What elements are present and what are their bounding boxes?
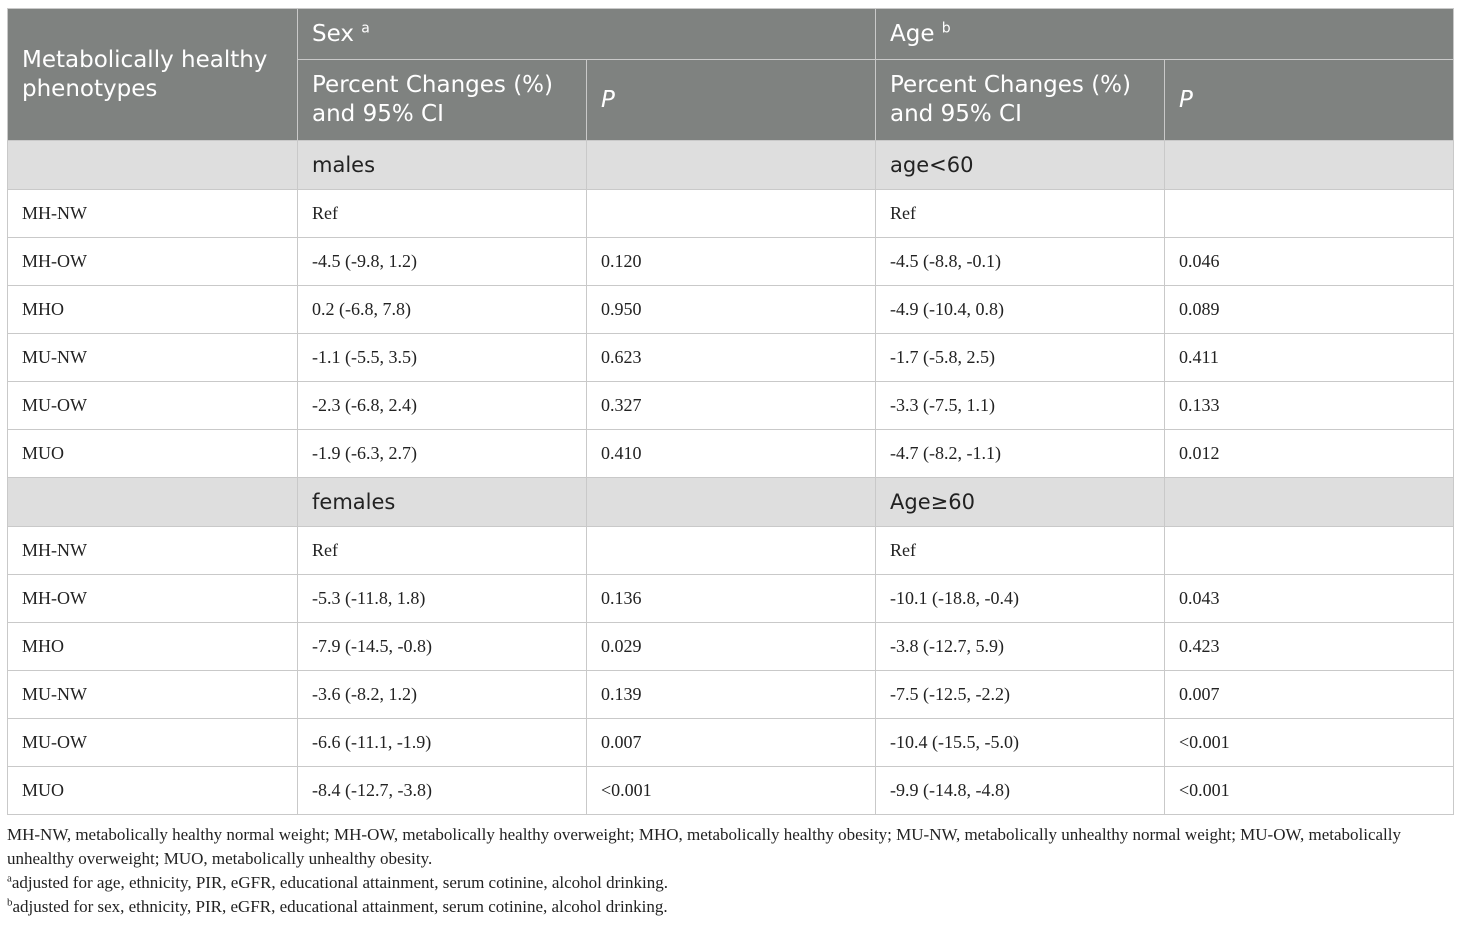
sex-percent-cell: -5.3 (-11.8, 1.8): [298, 575, 587, 623]
age-footnote-mark: b: [941, 19, 951, 36]
table-footnotes: [7, 823, 1453, 919]
group-blank-cell: [1165, 478, 1454, 527]
sex-p-header: P: [587, 60, 876, 141]
group-sex-label: males: [298, 141, 587, 190]
sex-p-cell: 0.950: [587, 286, 876, 334]
sex-percent-cell: -2.3 (-6.8, 2.4): [298, 382, 587, 430]
table-row: [8, 671, 1454, 719]
age-p-cell: [1165, 190, 1454, 238]
sex-percent-cell: -4.5 (-9.8, 1.2): [298, 238, 587, 286]
phenotype-cell: MHO: [8, 286, 298, 334]
group-blank-cell: [1165, 141, 1454, 190]
age-p-cell: [1165, 527, 1454, 575]
group-sex-label: females: [298, 478, 587, 527]
sex-percent-cell: -3.6 (-8.2, 1.2): [298, 671, 587, 719]
phenotype-cell: MH-OW: [8, 575, 298, 623]
group-blank-cell: [587, 478, 876, 527]
age-percent-cell: -7.5 (-12.5, -2.2): [876, 671, 1165, 719]
results-table: [7, 8, 1454, 815]
footnote-b: $^b$adjusted for sex, ethnicity, PIR, eGFR, educational attainment, serum cotinine, alcohol drinking.: [7, 896, 668, 916]
sex-p-cell: 0.410: [587, 430, 876, 478]
sex-percent-cell: -1.9 (-6.3, 2.7): [298, 430, 587, 478]
table-row: [8, 527, 1454, 575]
phenotype-cell: MU-NW: [8, 671, 298, 719]
age-percent-header: Percent Changes (%) and 95% CI: [876, 60, 1165, 141]
age-percent-cell: -9.9 (-14.8, -4.8): [876, 767, 1165, 815]
table-row: [8, 334, 1454, 382]
phenotype-cell: MH-NW: [8, 190, 298, 238]
footnote-a: $^a$adjusted for age, ethnicity, PIR, eGFR, educational attainment, serum cotinine, alcohol drinking.: [7, 872, 668, 892]
table-container: [7, 8, 1453, 919]
phenotype-cell: MU-NW: [8, 334, 298, 382]
sex-percent-cell: -7.9 (-14.5, -0.8): [298, 623, 587, 671]
age-percent-cell: -4.5 (-8.8, -0.1): [876, 238, 1165, 286]
sex-p-cell: [587, 190, 876, 238]
group-row: [8, 478, 1454, 527]
phenotype-cell: MHO: [8, 623, 298, 671]
sex-p-cell: [587, 527, 876, 575]
sex-header: Sex $^a$: [298, 9, 876, 60]
age-percent-cell: -10.4 (-15.5, -5.0): [876, 719, 1165, 767]
phenotype-cell: MU-OW: [8, 382, 298, 430]
abbreviations-note: MH-NW, metabolically healthy normal weight; MH-OW, metabolically healthy overweight; MHO, metabolically healthy obesity; MU-NW, metabolically unhealthy normal weight; MU-OW, metabolically unhealthy overweight; MUO, metabolically unhealthy obesity.: [7, 825, 1401, 868]
phenotype-cell: MH-OW: [8, 238, 298, 286]
table-header: [8, 9, 1454, 141]
age-percent-cell: -3.8 (-12.7, 5.9): [876, 623, 1165, 671]
age-percent-cell: Ref: [876, 190, 1165, 238]
sex-p-cell: 0.136: [587, 575, 876, 623]
phenotype-cell: MUO: [8, 767, 298, 815]
table-body: [8, 141, 1454, 815]
age-p-cell: 0.007: [1165, 671, 1454, 719]
table-row: [8, 382, 1454, 430]
group-blank-cell: [8, 141, 298, 190]
table-row: [8, 430, 1454, 478]
age-p-cell: 0.423: [1165, 623, 1454, 671]
table-row: [8, 238, 1454, 286]
phenotype-cell: MU-OW: [8, 719, 298, 767]
group-row: [8, 141, 1454, 190]
age-p-cell: <0.001: [1165, 719, 1454, 767]
table-row: [8, 575, 1454, 623]
sex-footnote-mark: a: [361, 19, 370, 36]
age-p-cell: 0.043: [1165, 575, 1454, 623]
sex-percent-header: Percent Changes (%) and 95% CI: [298, 60, 587, 141]
age-percent-cell: -10.1 (-18.8, -0.4): [876, 575, 1165, 623]
sex-percent-cell: Ref: [298, 527, 587, 575]
group-blank-cell: [8, 478, 298, 527]
sex-p-cell: <0.001: [587, 767, 876, 815]
table-row: [8, 767, 1454, 815]
age-p-cell: 0.133: [1165, 382, 1454, 430]
phenotype-header: Metabolically healthy phenotypes: [8, 9, 298, 141]
sex-percent-cell: -1.1 (-5.5, 3.5): [298, 334, 587, 382]
age-header: Age $^b$: [876, 9, 1454, 60]
sex-percent-cell: -8.4 (-12.7, -3.8): [298, 767, 587, 815]
age-percent-cell: -4.7 (-8.2, -1.1): [876, 430, 1165, 478]
phenotype-cell: MH-NW: [8, 527, 298, 575]
sex-percent-cell: -6.6 (-11.1, -1.9): [298, 719, 587, 767]
sex-percent-cell: 0.2 (-6.8, 7.8): [298, 286, 587, 334]
age-percent-cell: -3.3 (-7.5, 1.1): [876, 382, 1165, 430]
sex-p-cell: 0.327: [587, 382, 876, 430]
sex-p-cell: 0.029: [587, 623, 876, 671]
age-percent-cell: -1.7 (-5.8, 2.5): [876, 334, 1165, 382]
age-p-cell: 0.012: [1165, 430, 1454, 478]
sex-p-cell: 0.007: [587, 719, 876, 767]
sex-p-cell: 0.120: [587, 238, 876, 286]
sex-p-cell: 0.623: [587, 334, 876, 382]
table-row: [8, 190, 1454, 238]
age-percent-cell: Ref: [876, 527, 1165, 575]
group-blank-cell: [587, 141, 876, 190]
table-row: [8, 623, 1454, 671]
age-percent-cell: -4.9 (-10.4, 0.8): [876, 286, 1165, 334]
age-p-cell: 0.046: [1165, 238, 1454, 286]
group-age-label: Age≥60: [876, 478, 1165, 527]
table-row: [8, 286, 1454, 334]
sex-percent-cell: Ref: [298, 190, 587, 238]
age-p-cell: <0.001: [1165, 767, 1454, 815]
table-row: [8, 719, 1454, 767]
age-p-cell: 0.089: [1165, 286, 1454, 334]
age-p-cell: 0.411: [1165, 334, 1454, 382]
sex-p-cell: 0.139: [587, 671, 876, 719]
group-age-label: age<60: [876, 141, 1165, 190]
phenotype-cell: MUO: [8, 430, 298, 478]
age-p-header: P: [1165, 60, 1454, 141]
